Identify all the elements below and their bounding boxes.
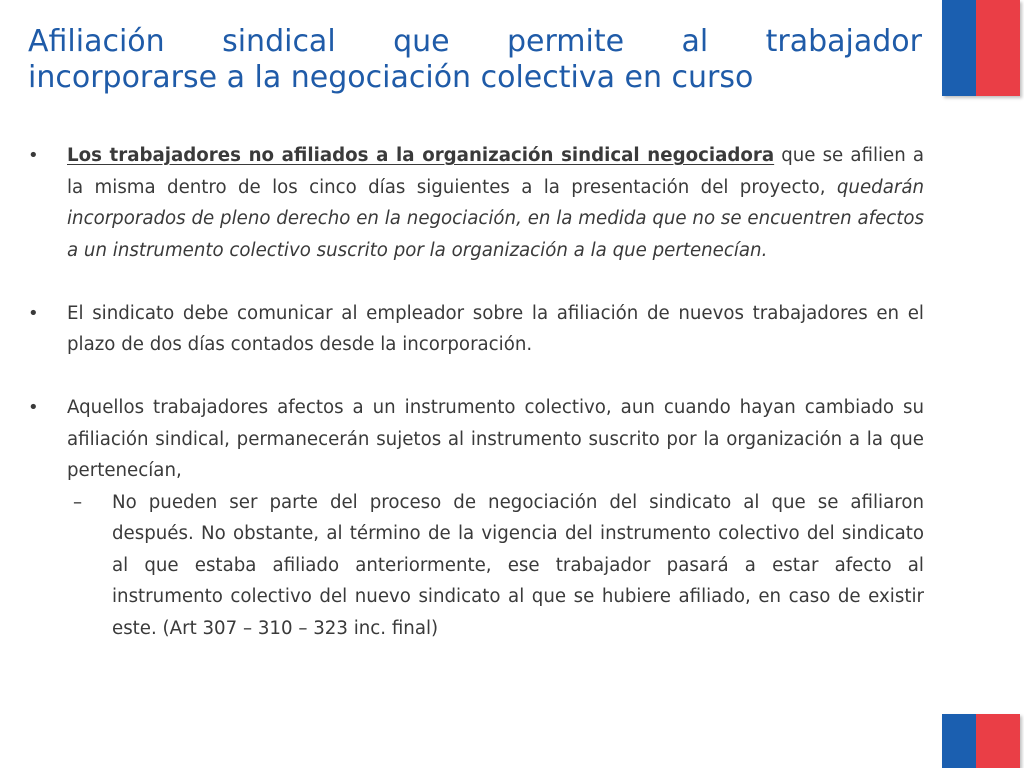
bullet-text: El sindicato debe comunicar al empleador sobre la afiliación de nuevos trabajadores en el plazo de dos días contados desde la incorporación. — [67, 302, 924, 355]
slide-title-line2: incorporarse a la negociación colectiva en curso — [28, 60, 754, 95]
bullet-item — [28, 140, 924, 266]
sub-bullet-text: No pueden ser parte del proceso de negociación del sindicato al que se afiliaron después. No obstante, al término de la vigencia del instrumento colectivo del sindicato al que estaba afiliado anteriormente, ese trabajador pasará a estar afecto al instrumento colectivo del nuevo sindicato al que se hubiere afiliado, en caso de existir este. (Art 307 – 310 – 323 inc. final) — [112, 491, 924, 639]
sub-bullet-marker: – — [73, 491, 83, 513]
flag-blue-stripe — [942, 714, 976, 768]
bullet-text: que se afilien a la misma dentro de los cinco días siguientes a la presentación del proyecto, — [67, 145, 925, 198]
bullet-marker: • — [28, 302, 39, 324]
flag-decoration-bottom — [942, 714, 1020, 768]
bullet-italic-text: quedarán incorporados de pleno derecho en la negociación, en la medida que no se encuentren afectos a un instrumento colectivo suscrito por la organización a la que pertenecían. — [67, 176, 924, 261]
slide-title-line1: Afiliación sindical que permite al trabajador — [28, 24, 922, 59]
slide-title — [28, 24, 922, 96]
flag-red-stripe — [976, 0, 1020, 96]
bullet-marker: • — [28, 145, 39, 166]
flag-red-stripe — [976, 714, 1020, 768]
bullet-item — [28, 392, 924, 487]
flag-decoration-top — [942, 0, 1020, 96]
bullet-marker: • — [28, 397, 39, 418]
sub-bullet-item — [28, 487, 924, 645]
slide-body — [28, 140, 924, 644]
flag-blue-stripe — [942, 0, 976, 96]
bullet-emphasis: Los trabajadores no afiliados a la organización sindical negociadora — [67, 145, 775, 166]
bullet-text: Aquellos trabajadores afectos a un instrumento colectivo, aun cuando hayan cambiado su afiliación sindical, permanecerán sujetos al instrumento suscrito por la organización a la que pertenecían, — [67, 397, 924, 481]
bullet-item — [28, 298, 924, 361]
